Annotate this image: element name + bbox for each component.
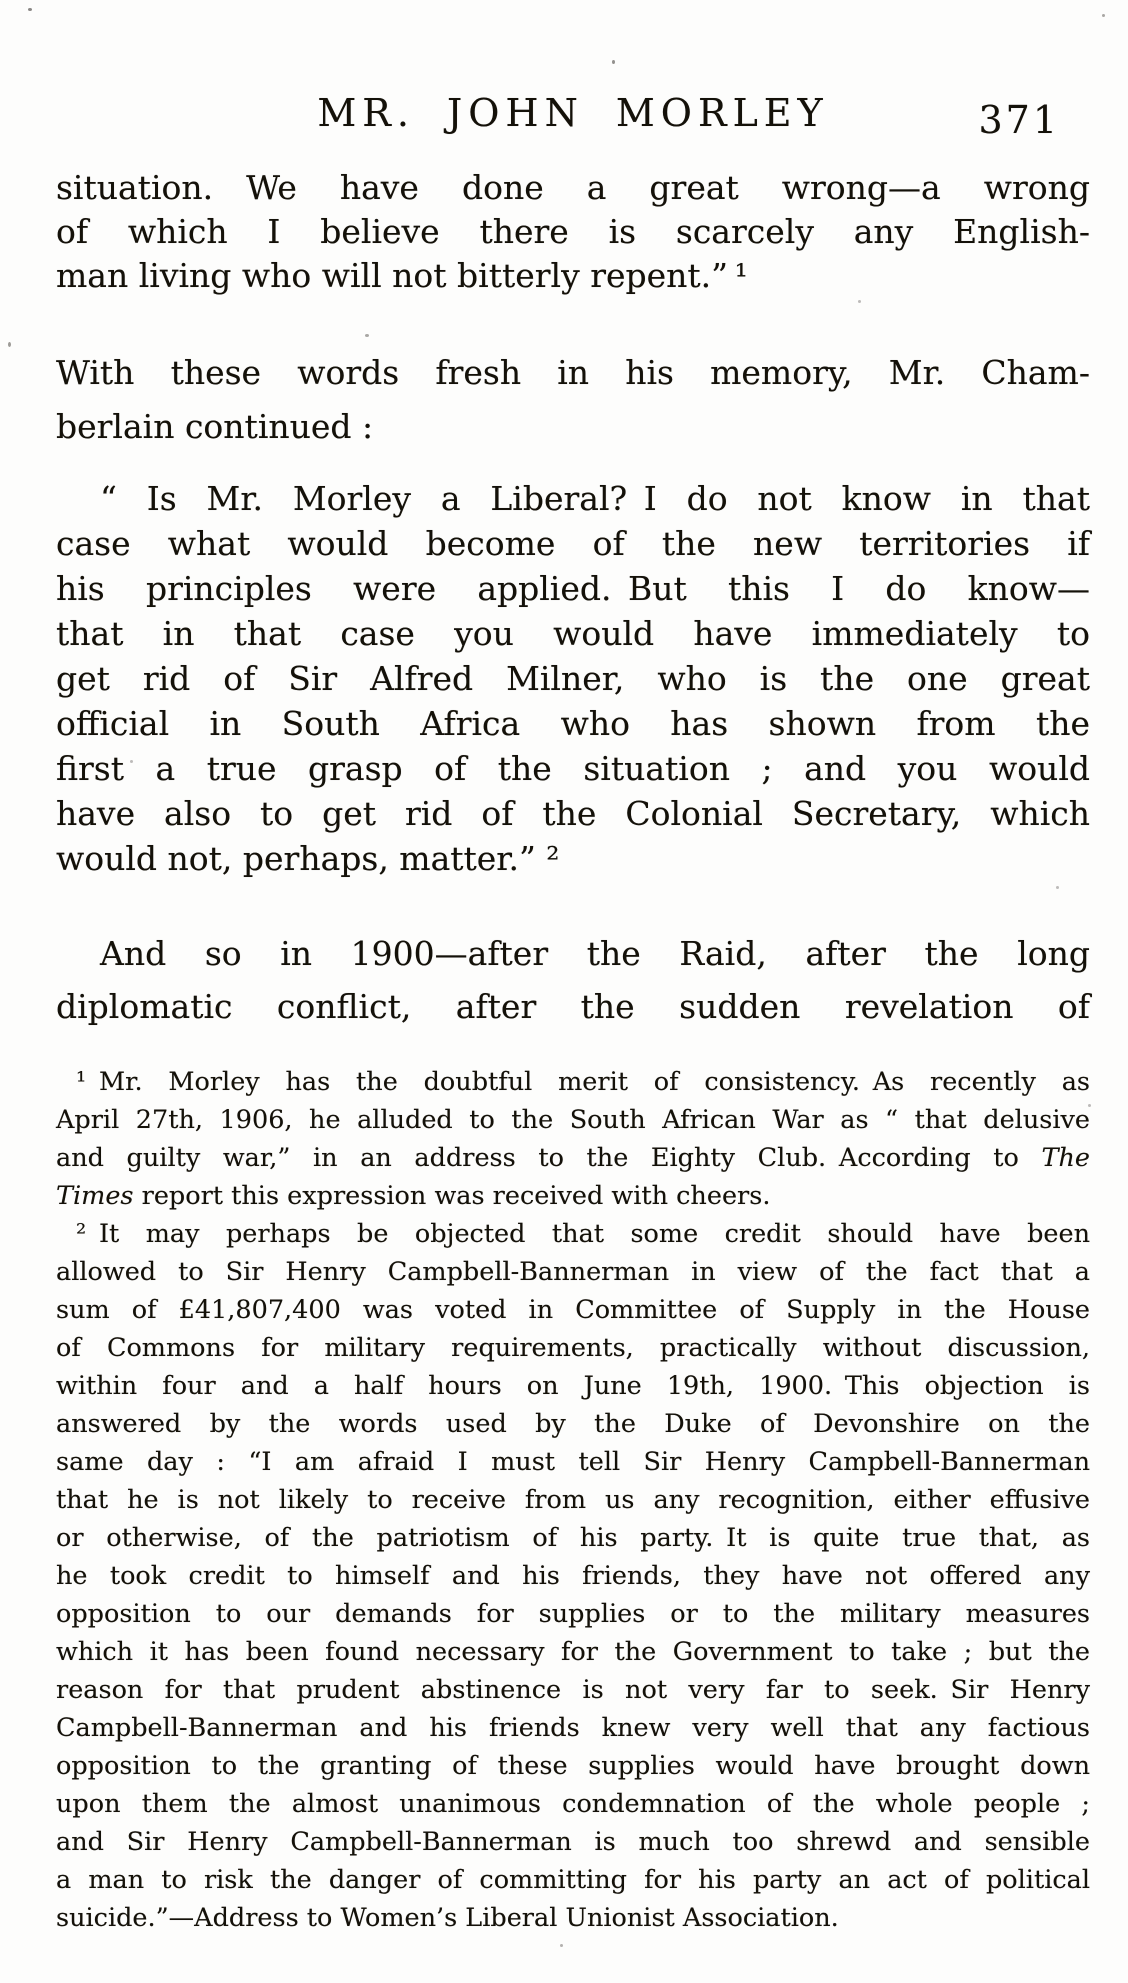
text-line: have also to get rid of the Colonial Secretary, which: [56, 794, 1090, 833]
footnotes: [56, 1063, 1090, 1937]
text-line: and guilty war,” in an address to the Eighty Club. According to The: [56, 1143, 1090, 1173]
text-line: diplomatic conflict, after the sudden revelation of: [56, 987, 1090, 1026]
scan-speck: [130, 760, 133, 763]
text-line: opposition to the granting of these supplies would have brought down: [56, 1751, 1090, 1781]
text-line: April 27th, 1906, he alluded to the South African War as “ that delusive: [56, 1105, 1090, 1135]
text-line: With these words fresh in his memory, Mr. Cham-: [56, 353, 1090, 392]
scan-speck: [1088, 1104, 1091, 1107]
scan-speck: [8, 342, 11, 347]
running-title: MR. JOHN MORLEY: [317, 91, 829, 135]
text-line: Times report this expression was received with cheers.: [56, 1181, 771, 1211]
paragraph-quote: [56, 476, 1090, 881]
paragraph-narrative: [56, 346, 1090, 454]
scan-speck: [858, 300, 861, 303]
text-line: reason for that prudent abstinence is not very far to seek. Sir Henry: [56, 1675, 1090, 1705]
page-header: [56, 86, 1090, 140]
footnote-1: [56, 1063, 1090, 1215]
text-line: that he is not likely to receive from us any recognition, either effusive: [56, 1485, 1090, 1515]
scan-speck: [612, 60, 615, 64]
paragraph-narrative-2: [56, 927, 1090, 1033]
text-line: And so in 1900—after the Raid, after the long: [100, 934, 1090, 973]
text-line: ¹ Mr. Morley has the doubtful merit of consistency. As recently as: [76, 1067, 1090, 1097]
italic-text: Times: [56, 1181, 134, 1211]
scan-speck: [1056, 886, 1059, 889]
text-line: berlain continued :: [56, 407, 374, 446]
text-line: “ Is Mr. Morley a Liberal? I do not know in that: [100, 479, 1090, 518]
text-line: that in that case you would have immediately to: [56, 614, 1090, 653]
text-line: of which I believe there is scarcely any English-: [56, 212, 1090, 251]
text-line: he took credit to himself and his friends, they have not offered any: [56, 1561, 1090, 1591]
body-text: [56, 166, 1090, 1033]
text-line: opposition to our demands for supplies or to the military measures: [56, 1599, 1090, 1629]
text-line: situation. We have done a great wrong—a wrong: [56, 168, 1090, 207]
text-line: his principles were applied. But this I do know—: [56, 569, 1090, 608]
scan-speck: [560, 1944, 563, 1947]
text-line: case what would become of the new territories if: [56, 524, 1090, 563]
text-line: suicide.”—Address to Women’s Liberal Unionist Association.: [56, 1903, 839, 1933]
scan-speck: [1102, 14, 1105, 17]
text-line: ² It may perhaps be objected that some credit should have been: [76, 1219, 1090, 1249]
footnote-2: [56, 1215, 1090, 1937]
text-line: official in South Africa who has shown from the: [56, 704, 1090, 743]
text-line: answered by the words used by the Duke of Devonshire on the: [56, 1409, 1090, 1439]
text-line: allowed to Sir Henry Campbell-Bannerman in view of the fact that a: [56, 1257, 1090, 1287]
text-line: would not, perhaps, matter.” ²: [56, 839, 560, 878]
text-line: sum of £41,807,400 was voted in Committee of Supply in the House: [56, 1295, 1090, 1325]
text-line: which it has been found necessary for the Government to take ; but the: [56, 1637, 1090, 1667]
text-line: upon them the almost unanimous condemnation of the whole people ;: [56, 1789, 1090, 1819]
text-line: same day : “I am afraid I must tell Sir Henry Campbell-Bannerman: [56, 1447, 1090, 1477]
text-line: get rid of Sir Alfred Milner, who is the one great: [56, 659, 1090, 698]
text-line: or otherwise, of the patriotism of his party. It is quite true that, as: [56, 1523, 1090, 1553]
text-line: man living who will not bitterly repent.” ¹: [56, 256, 748, 295]
text-line: Campbell-Bannerman and his friends knew very well that any factious: [56, 1713, 1090, 1743]
text-line: within four and a half hours on June 19th, 1900. This objection is: [56, 1371, 1090, 1401]
paragraph-continuation: [56, 166, 1090, 298]
scan-speck: [28, 8, 32, 11]
text-line: of Commons for military requirements, practically without discussion,: [56, 1333, 1090, 1363]
page-number: 371: [978, 98, 1060, 142]
text-line: and Sir Henry Campbell-Bannerman is much too shrewd and sensible: [56, 1827, 1090, 1857]
text-line: a man to risk the danger of committing for his party an act of political: [56, 1865, 1090, 1895]
italic-text: The: [1041, 1143, 1090, 1173]
text-line: first a true grasp of the situation ; and you would: [56, 749, 1090, 788]
scan-speck: [365, 334, 369, 337]
